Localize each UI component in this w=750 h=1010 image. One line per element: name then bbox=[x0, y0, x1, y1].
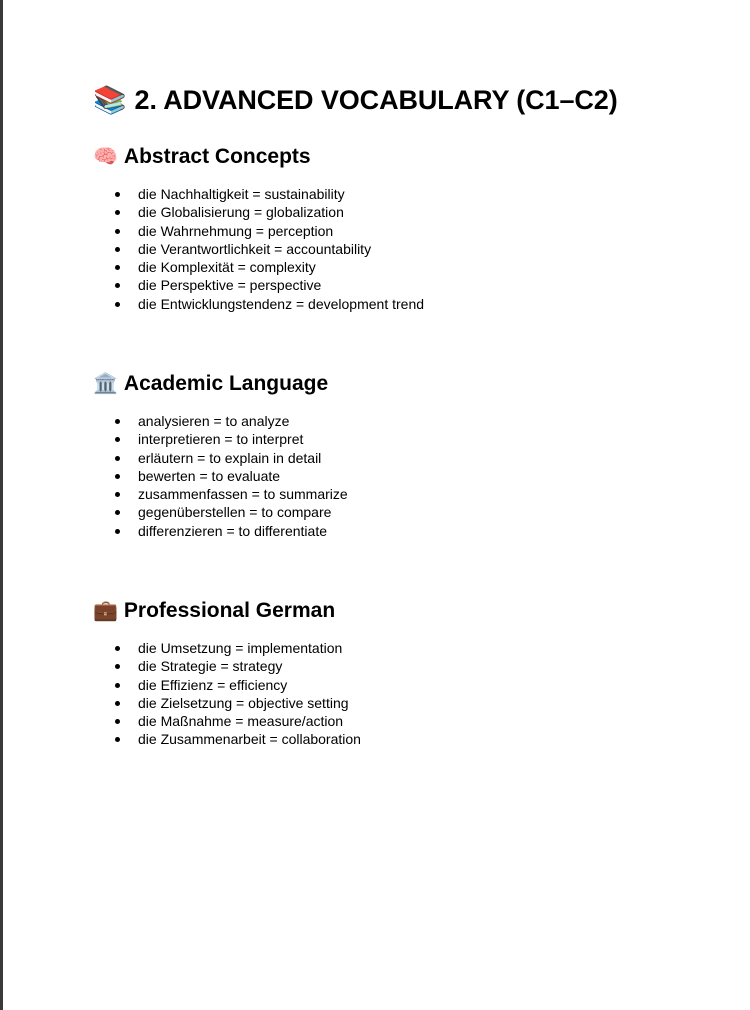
list-item-text: die Zielsetzung = objective setting bbox=[138, 694, 349, 711]
vocab-list bbox=[93, 185, 733, 313]
list-item bbox=[93, 449, 733, 467]
bullet-icon bbox=[115, 419, 120, 424]
list-item-text: die Nachhaltigkeit = sustainability bbox=[138, 186, 345, 202]
bullet-icon bbox=[115, 265, 120, 270]
bullet-icon bbox=[115, 192, 120, 197]
list-item bbox=[93, 430, 733, 448]
briefcase-icon: 💼 bbox=[93, 600, 118, 622]
bullet-icon bbox=[115, 210, 120, 215]
list-item bbox=[93, 730, 733, 748]
section-heading bbox=[93, 596, 733, 626]
list-item-text: die Effizienz = efficiency bbox=[138, 676, 288, 693]
list-item-text: analysieren = to analyze bbox=[138, 413, 290, 429]
list-item bbox=[93, 639, 733, 657]
list-item bbox=[93, 676, 733, 694]
section-heading-text: Abstract Concepts bbox=[123, 145, 311, 168]
list-item-text: die Komplexität = complexity bbox=[138, 259, 316, 276]
list-item-text: die Globalisierung = globalization bbox=[138, 204, 344, 221]
bullet-icon bbox=[115, 229, 120, 234]
bullet-icon bbox=[115, 719, 120, 724]
bullet-icon bbox=[115, 492, 120, 497]
section-academic-language bbox=[93, 369, 733, 540]
bullet-icon bbox=[115, 701, 120, 706]
bullet-icon bbox=[115, 683, 120, 688]
list-item bbox=[93, 712, 733, 730]
list-item-text: interpretieren = to interpret bbox=[138, 431, 304, 448]
document-page bbox=[93, 82, 733, 748]
list-item-text: die Zusammenarbeit = collaboration bbox=[138, 731, 361, 748]
bullet-icon bbox=[115, 247, 120, 252]
bullet-icon bbox=[115, 664, 120, 669]
list-item bbox=[93, 185, 733, 203]
bullet-icon bbox=[115, 529, 120, 534]
list-item-text: die Verantwortlichkeit = accountability bbox=[138, 240, 372, 257]
page-title bbox=[93, 82, 733, 118]
list-item-text: erläutern = to explain in detail bbox=[138, 449, 322, 466]
bullet-icon bbox=[115, 283, 120, 288]
bullet-icon bbox=[115, 456, 120, 461]
list-item-text: die Entwicklungstendenz = development trend bbox=[138, 295, 425, 312]
list-item-text: bewerten = to evaluate bbox=[138, 467, 281, 484]
bullet-icon bbox=[115, 646, 120, 651]
vocab-list bbox=[93, 412, 733, 540]
list-item bbox=[93, 522, 733, 540]
window-left-border bbox=[0, 0, 3, 1010]
list-item bbox=[93, 657, 733, 675]
list-item-text: die Strategie = strategy bbox=[138, 658, 283, 675]
bullet-icon bbox=[115, 737, 120, 742]
list-item bbox=[93, 412, 733, 430]
list-item bbox=[93, 295, 733, 313]
books-icon: 📚 bbox=[93, 84, 127, 115]
list-item bbox=[93, 467, 733, 485]
section-professional-german bbox=[93, 596, 733, 749]
list-item-text: zusammenfassen = to summarize bbox=[138, 486, 348, 503]
bullet-icon bbox=[115, 437, 120, 442]
list-item bbox=[93, 240, 733, 258]
section-heading-text: Academic Language bbox=[123, 372, 329, 395]
section-heading bbox=[93, 369, 733, 399]
brain-icon: 🧠 bbox=[93, 146, 118, 168]
vocab-list bbox=[93, 639, 733, 749]
list-item bbox=[93, 694, 733, 712]
list-item bbox=[93, 222, 733, 240]
bullet-icon bbox=[115, 474, 120, 479]
section-abstract-concepts bbox=[93, 142, 733, 313]
bullet-icon bbox=[115, 302, 120, 307]
list-item-text: gegenüberstellen = to compare bbox=[138, 504, 332, 521]
list-item bbox=[93, 503, 733, 521]
bullet-icon bbox=[115, 510, 120, 515]
section-heading bbox=[93, 142, 733, 172]
list-item-text: die Umsetzung = implementation bbox=[138, 640, 343, 656]
list-item bbox=[93, 258, 733, 276]
classical-building-icon: 🏛️ bbox=[93, 373, 118, 395]
list-item bbox=[93, 485, 733, 503]
list-item-text: die Wahrnehmung = perception bbox=[138, 222, 334, 239]
list-item bbox=[93, 276, 733, 294]
page-title-text: 2. ADVANCED VOCABULARY (C1–C2) bbox=[134, 84, 618, 115]
list-item bbox=[93, 203, 733, 221]
list-item-text: die Perspektive = perspective bbox=[138, 277, 322, 294]
section-heading-text: Professional German bbox=[123, 599, 336, 622]
list-item-text: die Maßnahme = measure/action bbox=[138, 713, 344, 730]
list-item-text: differenzieren = to differentiate bbox=[138, 522, 327, 539]
